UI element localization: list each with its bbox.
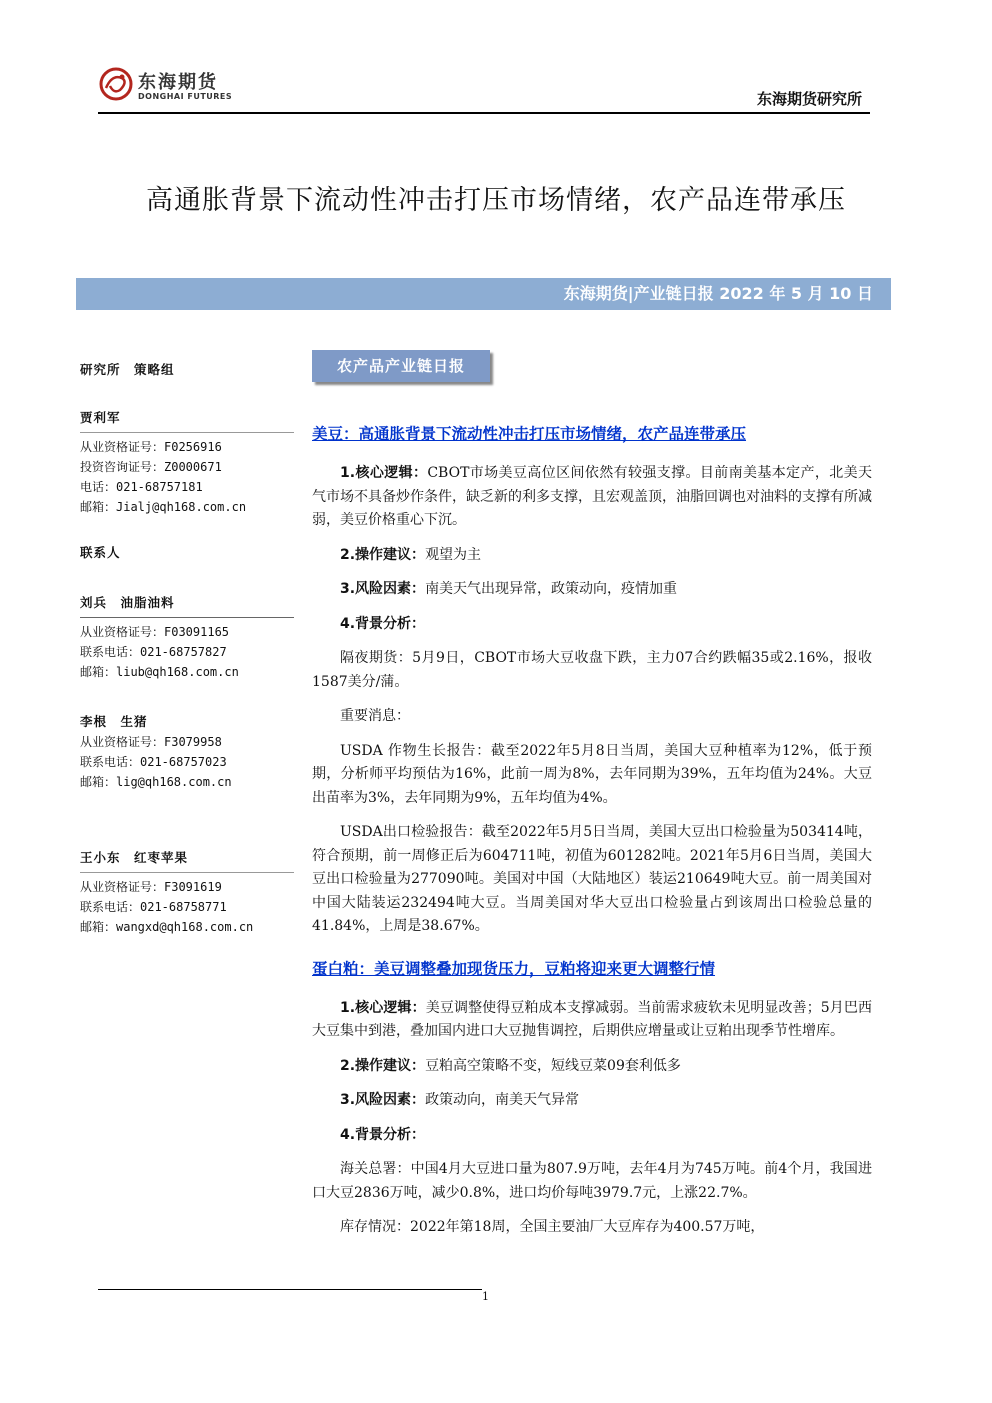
contact-line: 从业资格证号：F3091619 xyxy=(80,880,222,894)
risk-label: 3.风险因素： xyxy=(340,581,426,597)
dragon-logo-icon xyxy=(98,66,134,102)
advice-label: 2.操作建议： xyxy=(340,546,426,563)
risk xyxy=(312,1089,872,1113)
contact-email[interactable]: 邮箱：wangxd@qh168.com.cn xyxy=(80,920,254,934)
author-sidebar xyxy=(80,360,294,937)
core-logic xyxy=(312,462,872,533)
risk xyxy=(312,578,872,602)
page-number: 1 xyxy=(482,1290,489,1303)
logo-text-cn: 东海期货 xyxy=(138,72,218,93)
analyst-line: 电话：021-68757181 xyxy=(80,480,203,494)
background-para: USDA出口检验报告：截至2022年5月5日当周，美国大豆出口检验量为503414吨，符合预期，前一周修正后为604711吨，初值为601282吨。2021年5月6日当周，美国大豆出口检验量为277090吨。美国对中国（大陆地区）装运210649吨大豆。前一周美国对中国大陆装运232494吨大豆。当周美国对华大豆出口检验量占到该周出口检验总量的41.84%，上周是38.67%。 xyxy=(312,824,872,934)
logo-text-en: DONGHAI FUTURES xyxy=(138,92,233,101)
contact-line: 联系电话：021-68757827 xyxy=(80,645,227,659)
contact-line: 从业资格证号：F03091165 xyxy=(80,625,230,639)
footer-divider xyxy=(98,1289,482,1290)
report-content xyxy=(312,422,872,1251)
section-title-soybean: 美豆：高通胀背景下流动性冲击打压市场情绪，农产品连带承压 xyxy=(312,425,747,443)
report-banner: 东海期货|产业链日报 2022 年 5 月 10 日 xyxy=(76,278,891,310)
contact-line: 联系电话：021-68757023 xyxy=(80,755,227,769)
background-para: 重要消息： xyxy=(340,708,410,724)
contact-line: 联系电话：021-68758771 xyxy=(80,900,227,914)
core-logic-text: 美豆调整使得豆粕成本支撑减弱。当前需求疲软未见明显改善；5月巴西大豆集中到港，叠加国内进口大豆抛售调控，后期供应增量或让豆粕出现季节性增库。 xyxy=(312,999,872,1039)
background-label: 4.背景分析： xyxy=(340,615,426,632)
background-label: 4.背景分析： xyxy=(340,1126,426,1143)
background-heading xyxy=(312,613,872,637)
background-para: USDA 作物生长报告：截至2022年5月8日当周，美国大豆种植率为12%，低于预期，分析师平均预估为16%，此前一周为8%，去年同期为39%，五年均值为24%。大豆出苗率为3%，去年同期为9%，五年均值为4%。 xyxy=(312,742,872,806)
contact-email[interactable]: 邮箱：lig@qh168.com.cn xyxy=(80,775,232,789)
header-institute: 东海期货研究所 xyxy=(756,90,862,108)
contact-email[interactable]: 邮箱：liub@qh168.com.cn xyxy=(80,665,239,679)
background-para: 隔夜期货：5月9日，CBOT市场大豆收盘下跌，主力07合约跌幅35或2.16%，报收1587美分/蒲。 xyxy=(312,650,872,690)
analyst-email[interactable]: 邮箱：Jialj@qh168.com.cn xyxy=(80,500,247,514)
advice-label: 2.操作建议： xyxy=(340,1057,426,1074)
sidebar-group: 研究所 策略组 xyxy=(80,362,175,377)
contact-head: 刘兵 油脂油料 xyxy=(80,593,294,618)
contacts-label: 联系人 xyxy=(80,545,121,560)
section-label: 农产品产业链日报 xyxy=(312,350,490,382)
company-logo xyxy=(98,64,238,108)
advice xyxy=(312,1055,872,1079)
analyst-name: 贾利军 xyxy=(80,408,294,433)
analyst-line: 投资咨询证号：Z0000671 xyxy=(80,460,222,474)
contact-head: 王小东 红枣苹果 xyxy=(80,848,294,873)
header-divider xyxy=(98,112,870,114)
risk-label: 3.风险因素： xyxy=(340,1092,426,1108)
contact-line: 从业资格证号：F3079958 xyxy=(80,735,222,749)
background-para: 海关总署：中国4月大豆进口量为807.9万吨，去年4月为745万吨。前4个月，我国进口大豆2836万吨，减少0.8%，进口均价每吨3979.7元，上涨22.7%。 xyxy=(312,1161,872,1201)
risk-text: 政策动向，南美天气异常 xyxy=(425,1092,580,1108)
advice xyxy=(312,544,872,568)
page-title: 高通胀背景下流动性冲击打压市场情绪，农产品连带承压 xyxy=(146,185,846,216)
analyst-line: 从业资格证号：F0256916 xyxy=(80,440,222,454)
advice-text: 豆粕高空策略不变，短线豆菜09套利低多 xyxy=(425,1057,681,1074)
contact-head: 李根 生猪 xyxy=(80,714,148,729)
core-logic-text: CBOT市场美豆高位区间依然有较强支撑。目前南美基本定产，北美天气市场不具备炒作条件，缺乏新的利多支撑，且宏观盖顶，油脂回调也对油料的支撑有所减弱，美豆价格重心下沉。 xyxy=(312,465,873,528)
core-logic-label: 1.核心逻辑： xyxy=(340,999,426,1016)
risk-text: 南美天气出现异常，政策动向，疫情加重 xyxy=(425,581,678,597)
background-para: 库存情况：2022年第18周，全国主要油厂大豆库存为400.57万吨， xyxy=(340,1219,765,1235)
advice-text: 观望为主 xyxy=(425,546,482,563)
section-title-meal: 蛋白粕：美豆调整叠加现货压力，豆粕将迎来更大调整行情 xyxy=(312,959,716,978)
core-logic xyxy=(312,997,872,1044)
background-heading xyxy=(312,1124,872,1148)
core-logic-label: 1.核心逻辑： xyxy=(340,465,428,481)
